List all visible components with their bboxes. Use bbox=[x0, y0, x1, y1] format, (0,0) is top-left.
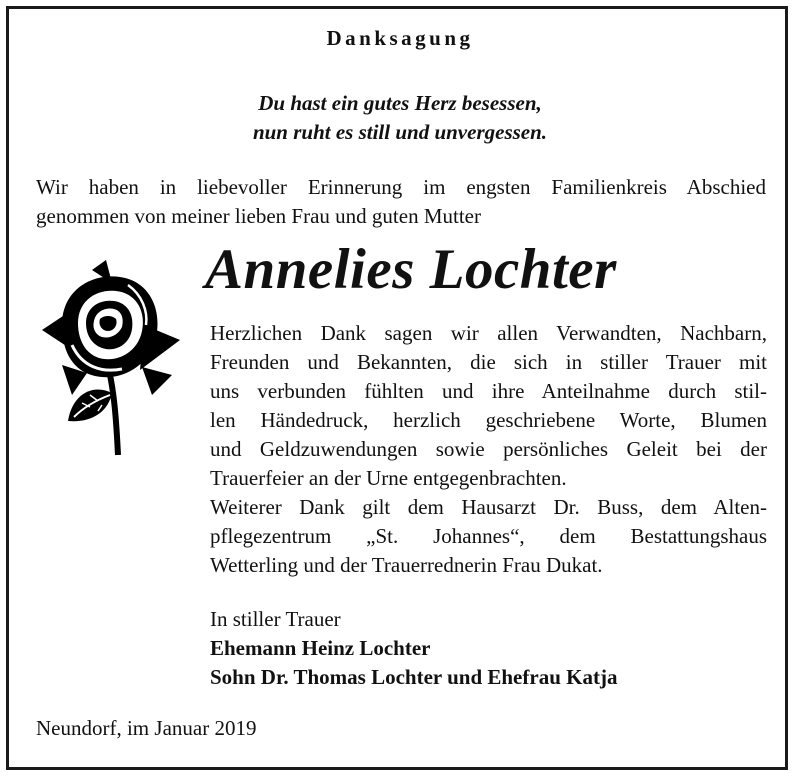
deceased-name: Annelies Lochter bbox=[205, 238, 617, 301]
thanks-line-8: pflegezentrum „St. Johannes“, dem Bestattungshaus bbox=[210, 524, 767, 548]
signoff-lead: In stiller Trauer bbox=[210, 607, 341, 631]
signoff bbox=[210, 605, 767, 692]
verse-line-2: nun ruht es still und unvergessen. bbox=[252, 120, 548, 144]
notice-heading: Danksagung bbox=[326, 26, 474, 50]
intro-text bbox=[36, 173, 766, 231]
intro-line-1: Wir haben in liebevoller Erinnerung im engsten Familienkreis Abschied bbox=[36, 175, 766, 199]
thanks-line-2: Freunden und Bekannten, die sich in stiller Trauer mit bbox=[210, 350, 767, 374]
thanks-line-9: Wetterling und der Trauerrednerin Frau Dukat. bbox=[210, 553, 603, 577]
thanks-line-7: Weiterer Dank gilt dem Hausarzt Dr. Buss, dem Alten- bbox=[210, 495, 767, 519]
mourner-2: Sohn Dr. Thomas Lochter und Ehefrau Katja bbox=[210, 665, 618, 689]
thanks-line-3: uns verbunden fühlten und ihre Anteilnahme durch stil- bbox=[210, 379, 767, 403]
intro-line-2: genommen von meiner lieben Frau und guten Mutter bbox=[36, 204, 481, 228]
thanks-line-1: Herzlichen Dank sagen wir allen Verwandten, Nachbarn, bbox=[210, 321, 767, 345]
mourner-1: Ehemann Heinz Lochter bbox=[210, 636, 431, 660]
rose-icon bbox=[32, 255, 187, 460]
place-date: Neundorf, im Januar 2019 bbox=[36, 716, 257, 740]
thanks-line-5: und Geldzuwendungen sowie persönliches Geleit bei der bbox=[210, 437, 767, 461]
thanks-line-6: Trauerfeier an der Urne entgegenbrachten. bbox=[210, 466, 567, 490]
thanks-text bbox=[210, 319, 767, 580]
verse-line-1: Du hast ein gutes Herz besessen, bbox=[258, 91, 542, 115]
memorial-verse bbox=[0, 89, 800, 147]
thanks-line-4: len Händedruck, herzlich geschriebene Worte, Blumen bbox=[210, 408, 767, 432]
